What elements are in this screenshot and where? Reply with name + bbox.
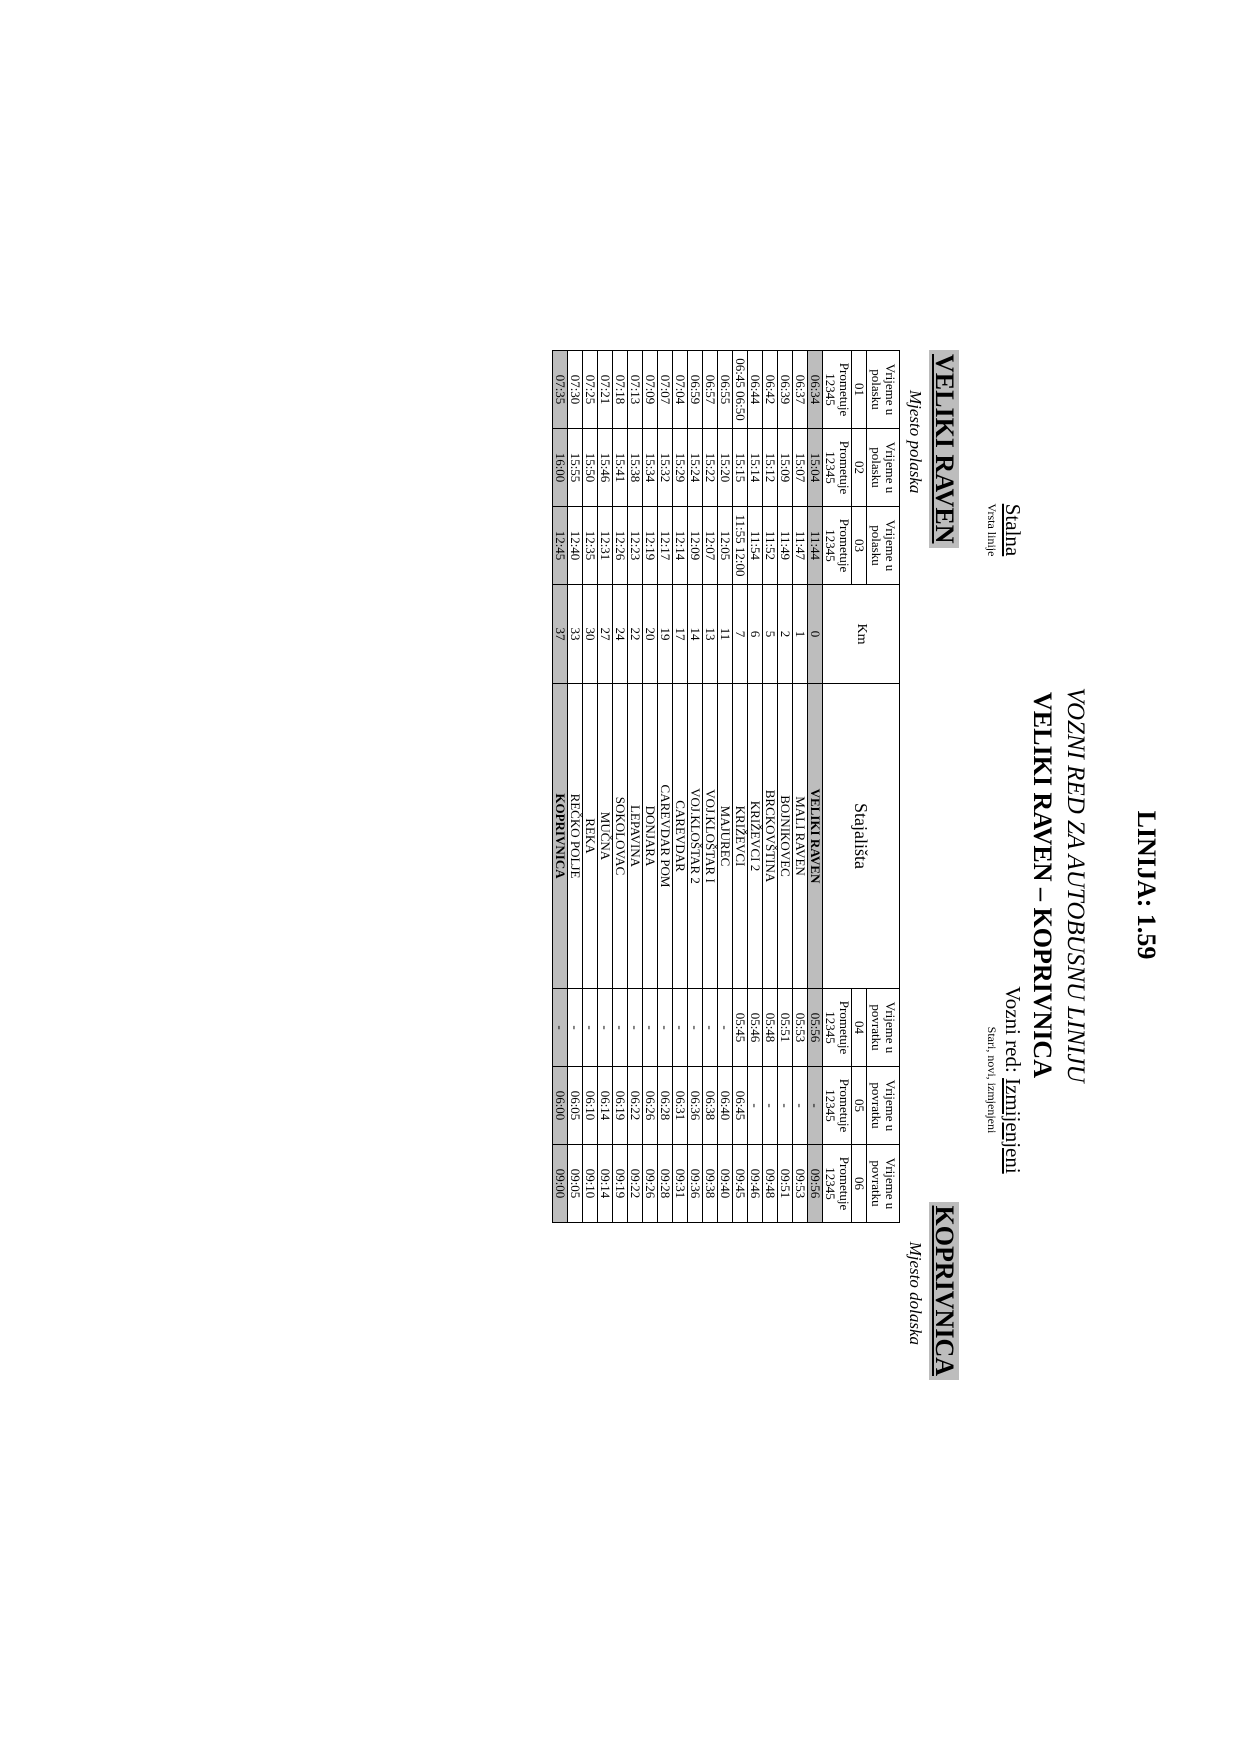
table-row — [808, 351, 823, 1223]
time-cell: 06:38 — [703, 1067, 718, 1145]
time-cell: - — [628, 989, 643, 1067]
time-cell: 09:53 — [793, 1145, 808, 1223]
time-cell: 12:05 — [718, 507, 733, 585]
time-cell: 15:46 — [598, 429, 613, 507]
arrival-place: KOPRIVNICA — [929, 1202, 959, 1380]
stop-name-cell: BRCKOVŠTINA — [763, 684, 778, 989]
time-cell: 12:40 — [568, 507, 583, 585]
stop-name-cell: SOKOLOVAC — [613, 684, 628, 989]
stop-name-cell: CAREVDAR — [673, 684, 688, 989]
table-row — [673, 351, 688, 1223]
time-cell: 15:38 — [628, 429, 643, 507]
ret-header-3: Vrijeme u povratku — [867, 1145, 900, 1223]
time-cell: - — [763, 1067, 778, 1145]
stop-name-cell: VOJ.KLOŠTAR 2 — [688, 684, 703, 989]
time-cell: 06:31 — [673, 1067, 688, 1145]
time-cell: - — [568, 989, 583, 1067]
time-cell: 06:39 — [778, 351, 793, 429]
line-kind — [984, 450, 1025, 610]
line-kind-label: Vrsta linije — [985, 503, 999, 557]
km-cell: 19 — [658, 585, 673, 684]
stop-name-cell: LEPAVINA — [628, 684, 643, 989]
time-cell: 15:32 — [658, 429, 673, 507]
time-cell: 09:05 — [568, 1145, 583, 1223]
time-cell: 06:34 — [808, 351, 823, 429]
time-cell: 07:25 — [583, 351, 598, 429]
dep-col-3: 03 — [852, 507, 867, 585]
time-cell: 06:14 — [598, 1067, 613, 1145]
time-cell: 06:42 — [763, 351, 778, 429]
time-cell: - — [688, 989, 703, 1067]
time-cell: 12:26 — [613, 507, 628, 585]
time-cell: 07:21 — [598, 351, 613, 429]
time-cell: 15:07 — [793, 429, 808, 507]
table-row — [613, 351, 628, 1223]
timetable-table — [552, 350, 900, 1223]
time-cell: 06:36 — [688, 1067, 703, 1145]
time-cell: - — [613, 989, 628, 1067]
time-cell: 06:45 — [733, 1067, 748, 1145]
time-cell: 07:04 — [673, 351, 688, 429]
ret-header-2: Vrijeme u povratku — [867, 1067, 900, 1145]
time-cell: 12:07 — [703, 507, 718, 585]
time-cell: 07:09 — [643, 351, 658, 429]
time-cell: 09:26 — [643, 1145, 658, 1223]
time-cell: 16:00 — [553, 429, 568, 507]
time-cell: - — [583, 989, 598, 1067]
time-cell: 11:47 — [793, 507, 808, 585]
document-subtitle: VOZNI RED ZA AUTOBUSNU LINIJU — [1062, 687, 1089, 1083]
time-cell: 06:45 06:50 — [733, 351, 748, 429]
km-cell: 5 — [763, 585, 778, 684]
ret-header-1: Vrijeme u povratku — [867, 989, 900, 1067]
time-cell: 15:04 — [808, 429, 823, 507]
stop-name-cell: MUČNA — [598, 684, 613, 989]
time-cell: - — [658, 989, 673, 1067]
km-cell: 13 — [703, 585, 718, 684]
dep-days-3: Prometuje 12345 — [823, 507, 852, 585]
time-cell: - — [808, 1067, 823, 1145]
table-row — [718, 351, 733, 1223]
timetable-state-label: Vozni red: — [1001, 986, 1025, 1073]
time-cell: 05:46 — [748, 989, 763, 1067]
km-cell: 30 — [583, 585, 598, 684]
time-cell: 09:28 — [658, 1145, 673, 1223]
km-cell: 37 — [553, 585, 568, 684]
time-cell: 06:37 — [793, 351, 808, 429]
km-cell: 11 — [718, 585, 733, 684]
km-cell: 6 — [748, 585, 763, 684]
dep-header-2: Vrijeme u polasku — [867, 429, 900, 507]
time-cell: 15:55 — [568, 429, 583, 507]
table-row — [583, 351, 598, 1223]
time-cell: 05:53 — [793, 989, 808, 1067]
table-row — [628, 351, 643, 1223]
time-cell: 15:29 — [673, 429, 688, 507]
time-cell: 07:35 — [553, 351, 568, 429]
stop-name-cell: BOJNIKOVEC — [778, 684, 793, 989]
time-cell: 15:12 — [763, 429, 778, 507]
time-cell: 06:05 — [568, 1067, 583, 1145]
time-cell: 12:17 — [658, 507, 673, 585]
time-cell: 07:30 — [568, 351, 583, 429]
time-cell: 07:07 — [658, 351, 673, 429]
table-row — [703, 351, 718, 1223]
time-cell: 11:54 — [748, 507, 763, 585]
departure-place: VELIKI RAVEN — [929, 350, 959, 548]
ret-col-3: 06 — [852, 1145, 867, 1223]
table-row — [793, 351, 808, 1223]
time-cell: 07:13 — [628, 351, 643, 429]
timetable-state — [984, 930, 1025, 1230]
time-cell: 05:48 — [763, 989, 778, 1067]
table-row — [553, 351, 568, 1223]
time-cell: 15:22 — [703, 429, 718, 507]
arrival-place-label: Mjesto dolaska — [906, 1241, 925, 1345]
time-cell: 11:44 — [808, 507, 823, 585]
dep-days-2: Prometuje 12345 — [823, 429, 852, 507]
time-cell: 09:19 — [613, 1145, 628, 1223]
time-cell: 09:22 — [628, 1145, 643, 1223]
time-cell: 06:40 — [718, 1067, 733, 1145]
stop-name-cell: DONJARA — [643, 684, 658, 989]
dep-header-3: Vrijeme u polasku — [867, 507, 900, 585]
time-cell: 11:55 12:00 — [733, 507, 748, 585]
km-cell: 7 — [733, 585, 748, 684]
km-cell: 0 — [808, 585, 823, 684]
km-cell: 1 — [793, 585, 808, 684]
time-cell: 05:45 — [733, 989, 748, 1067]
time-cell: 06:10 — [583, 1067, 598, 1145]
time-cell: 12:09 — [688, 507, 703, 585]
time-cell: 09:48 — [763, 1145, 778, 1223]
time-cell: 06:00 — [553, 1067, 568, 1145]
km-cell: 22 — [628, 585, 643, 684]
time-cell: - — [793, 1067, 808, 1145]
stop-name-cell: CAREVDAR POM — [658, 684, 673, 989]
time-cell: 12:31 — [598, 507, 613, 585]
time-cell: 09:10 — [583, 1145, 598, 1223]
stop-name-cell: KOPRIVNICA — [553, 684, 568, 989]
time-cell: - — [553, 989, 568, 1067]
time-cell: 06:22 — [628, 1067, 643, 1145]
time-cell: - — [703, 989, 718, 1067]
stop-name-cell: KRIŽEVCI 2 — [748, 684, 763, 989]
time-cell: 09:45 — [733, 1145, 748, 1223]
time-cell: 06:57 — [703, 351, 718, 429]
stop-name-cell: MAJUREC — [718, 684, 733, 989]
time-cell: - — [718, 989, 733, 1067]
km-cell: 33 — [568, 585, 583, 684]
ret-days-2: Prometuje 12345 — [823, 1067, 852, 1145]
time-cell: 09:51 — [778, 1145, 793, 1223]
dep-header-1: Vrijeme u polasku — [867, 351, 900, 429]
time-cell: 15:14 — [748, 429, 763, 507]
time-cell: 15:24 — [688, 429, 703, 507]
timetable-body — [553, 351, 823, 1223]
time-cell: 05:51 — [778, 989, 793, 1067]
time-cell: - — [778, 1067, 793, 1145]
time-cell: 15:15 — [733, 429, 748, 507]
time-cell: - — [643, 989, 658, 1067]
time-cell: 11:49 — [778, 507, 793, 585]
time-cell: 15:34 — [643, 429, 658, 507]
stops-header: Stajališta — [823, 684, 900, 989]
table-row — [733, 351, 748, 1223]
time-cell: 09:38 — [703, 1145, 718, 1223]
time-cell: 05:56 — [808, 989, 823, 1067]
time-cell: 07:18 — [613, 351, 628, 429]
table-row — [643, 351, 658, 1223]
dep-col-2: 02 — [852, 429, 867, 507]
stop-name-cell: VOJ.KLOŠTAR I — [703, 684, 718, 989]
timetable-page — [215, 330, 1175, 1440]
stop-name-cell: VELIKI RAVEN — [808, 684, 823, 989]
line-kind-value: Stalna — [1001, 503, 1025, 557]
timetable-state-value: Izmijenjeni — [1001, 1078, 1025, 1174]
time-cell: 15:50 — [583, 429, 598, 507]
km-cell: 2 — [778, 585, 793, 684]
ret-col-1: 04 — [852, 989, 867, 1067]
time-cell: 06:44 — [748, 351, 763, 429]
time-cell: 09:14 — [598, 1145, 613, 1223]
time-cell: 12:45 — [553, 507, 568, 585]
route-title: VELIKI RAVEN – KOPRIVNICA — [1028, 692, 1057, 1078]
time-cell: - — [673, 989, 688, 1067]
ret-col-2: 05 — [852, 1067, 867, 1145]
time-cell: 15:20 — [718, 429, 733, 507]
table-row — [568, 351, 583, 1223]
stop-name-cell: KRIŽEVCI — [733, 684, 748, 989]
time-cell: - — [748, 1067, 763, 1145]
time-cell: - — [598, 989, 613, 1067]
dep-days-1: Prometuje 12345 — [823, 351, 852, 429]
line-number: LINIJA: 1.59 — [1132, 810, 1161, 960]
table-row — [778, 351, 793, 1223]
table-row — [748, 351, 763, 1223]
table-row — [598, 351, 613, 1223]
table-row — [763, 351, 778, 1223]
stop-name-cell: REČKO POLJE — [568, 684, 583, 989]
time-cell: 09:40 — [718, 1145, 733, 1223]
km-cell: 24 — [613, 585, 628, 684]
time-cell: 12:23 — [628, 507, 643, 585]
time-cell: 09:46 — [748, 1145, 763, 1223]
time-cell: 12:35 — [583, 507, 598, 585]
time-cell: 09:31 — [673, 1145, 688, 1223]
stop-name-cell: REKA — [583, 684, 598, 989]
time-cell: 09:00 — [553, 1145, 568, 1223]
km-cell: 20 — [643, 585, 658, 684]
time-cell: 06:55 — [718, 351, 733, 429]
km-cell: 14 — [688, 585, 703, 684]
time-cell: 06:59 — [688, 351, 703, 429]
time-cell: 06:26 — [643, 1067, 658, 1145]
departure-place-label: Mjesto polaska — [906, 390, 925, 494]
time-cell: 06:28 — [658, 1067, 673, 1145]
time-cell: 12:14 — [673, 507, 688, 585]
time-cell: 09:56 — [808, 1145, 823, 1223]
time-cell: 09:36 — [688, 1145, 703, 1223]
time-cell: 12:19 — [643, 507, 658, 585]
km-cell: 27 — [598, 585, 613, 684]
dep-col-1: 01 — [852, 351, 867, 429]
ret-days-1: Prometuje 12345 — [823, 989, 852, 1067]
timetable-state-options: Stari, novi, izmjenjeni — [985, 1026, 999, 1134]
time-cell: 15:09 — [778, 429, 793, 507]
time-cell: 15:41 — [613, 429, 628, 507]
ret-days-3: Prometuje 12345 — [823, 1145, 852, 1223]
stop-name-cell: MALI RAVEN — [793, 684, 808, 989]
time-cell: 06:19 — [613, 1067, 628, 1145]
km-cell: 17 — [673, 585, 688, 684]
table-row — [688, 351, 703, 1223]
time-cell: 11:52 — [763, 507, 778, 585]
km-header: Km — [823, 585, 900, 684]
table-row — [658, 351, 673, 1223]
